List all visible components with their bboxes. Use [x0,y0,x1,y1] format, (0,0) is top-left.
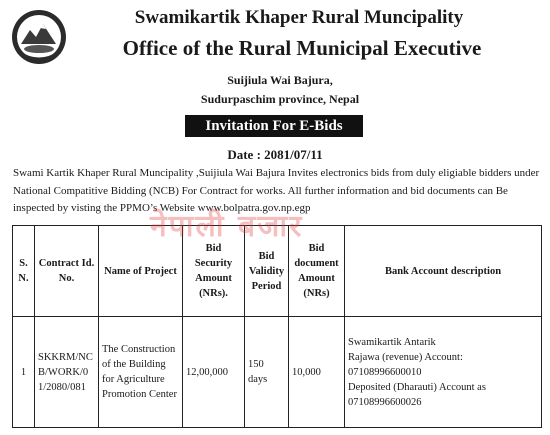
table-header-row [13,226,542,317]
header-bid-security: Bid Security Amount (NRs). [183,226,245,317]
header-project: Name of Project [99,226,183,317]
table-row [13,317,542,428]
bids-table [12,225,542,428]
cell-project: The Construction of the Building for Agriculture Promotion Center [99,317,183,428]
cell-bank-account [345,317,542,428]
office-title: Office of the Rural Municipal Executive [122,36,482,60]
header-contract-id: Contract Id. No. [35,226,99,317]
site-watermark: नेपाली बजार [150,209,304,244]
bank-line: Swamikartik Antarik [348,336,436,348]
header-bid-document: Bid document Amount (NRs) [289,226,345,317]
header-bank-account: Bank Account description [345,226,542,317]
nepal-emblem-icon [10,8,68,66]
cell-bid-security: 12,00,000 [183,317,245,428]
municipality-name: Swamikartik Khaper Rural Muncipality [134,7,464,28]
cell-contract-id: SKKRM/NCB/WORK/01/2080/081 [35,317,99,428]
address-line-1: Suijiula Wai Bajura, [227,73,333,87]
bank-line: Rajawa (revenue) Account: [348,351,463,363]
cell-sn: 1 [13,317,35,428]
notice-date: Date : 2081/07/11 [227,147,323,162]
header-sn: S. N. [13,226,35,317]
cell-bid-validity: 150 days [245,317,289,428]
cell-bid-document: 10,000 [289,317,345,428]
notice-banner: Invitation For E-Bids [185,115,363,137]
address-line-2: Sudurpaschim province, Nepal [200,92,360,106]
bank-line: Deposited (Dharauti) Account as [348,381,486,393]
notice-intro: Swami Kartik Khaper Rural Muncipality ,Suijiula Wai Bajura Invites electronics bids from duly eligiable bidders under National Compatitive Bidding (NCB) For Contract for works. All further information and bid documents can Be inspected by visting the PPMO’s Website www.bolpatra.gov.np.egp [13,167,540,214]
bank-line: 07108996600026 [348,396,422,408]
bank-line: 07108996600010 [348,366,422,378]
header-bid-validity: Bid Validity Period [245,226,289,317]
